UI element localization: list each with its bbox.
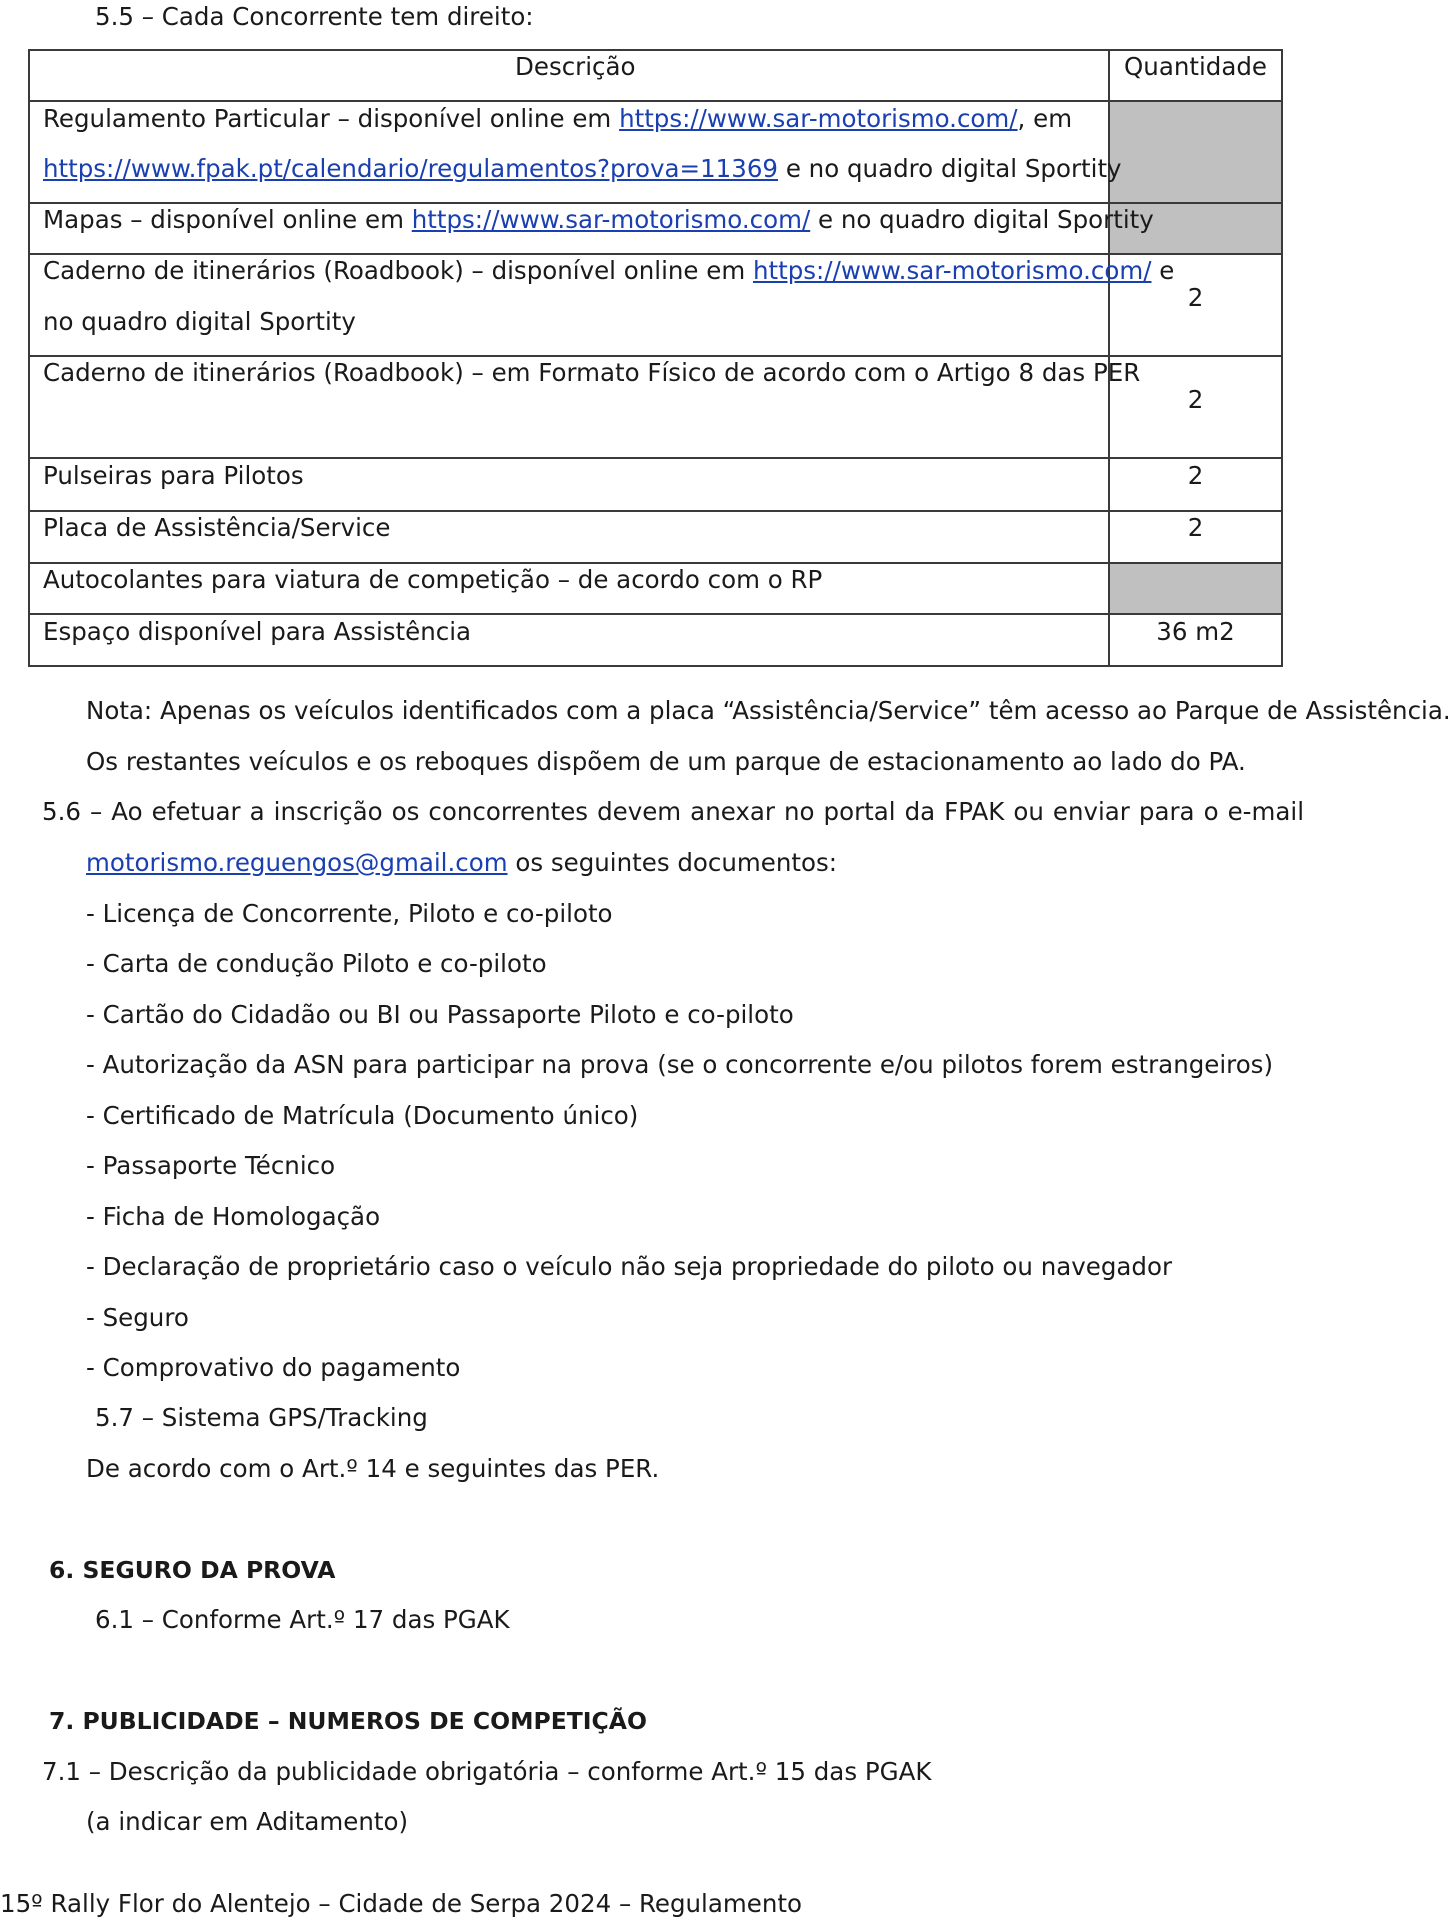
list-item: - Licença de Concorrente, Piloto e co-piloto (86, 899, 613, 928)
table-rule (1281, 49, 1283, 666)
link-sar-motorismo[interactable]: https://www.sar-motorismo.com/ (411, 205, 811, 234)
link-fpak[interactable]: https://www.fpak.pt/calendario/regulamentos?prova=11369 (43, 154, 779, 183)
section-5-7-text: De acordo com o Art.º 14 e seguintes das PER. (86, 1454, 660, 1483)
table-rule (28, 253, 1283, 255)
note-line-2: Os restantes veículos e os reboques dispõem de um parque de estacionamento ao lado do PA. (86, 747, 1246, 776)
row-quantity: 2 (1187, 461, 1204, 490)
list-item: - Ficha de Homologação (86, 1202, 381, 1231)
table-row (43, 154, 1122, 184)
link-sar-motorismo[interactable]: https://www.sar-motorismo.com/ (753, 256, 1152, 285)
header-quantity: Quantidade (1124, 52, 1267, 81)
list-item: - Cartão do Cidadão ou BI ou Passaporte Piloto e co-piloto (86, 1000, 794, 1029)
table-rule (28, 613, 1283, 615)
row-quantity: 2 (1187, 513, 1204, 542)
table-rule (28, 49, 30, 666)
table-rule (28, 202, 1283, 204)
table-rule (28, 355, 1283, 357)
row-quantity: 36 m2 (1156, 617, 1235, 646)
list-item: - Certificado de Matrícula (Documento único) (86, 1101, 639, 1130)
section-6-heading: 6. SEGURO DA PROVA (49, 1556, 336, 1584)
section-5-7-heading: 5.7 – Sistema GPS/Tracking (95, 1403, 428, 1432)
note-line-1: Nota: Apenas os veículos identificados com a placa “Assistência/Service” têm acesso ao Parque de Assistência. (86, 696, 1451, 725)
header-description: Descrição (515, 52, 636, 81)
section-7-1: 7.1 – Descrição da publicidade obrigatória – conforme Art.º 15 das PGAK (42, 1757, 932, 1786)
table-row (43, 256, 1174, 286)
page-footer: 15º Rally Flor do Alentejo – Cidade de Serpa 2024 – Regulamento (0, 1889, 802, 1918)
link-sar-motorismo[interactable]: https://www.sar-motorismo.com/ (619, 104, 1018, 133)
list-item: - Carta de condução Piloto e co-piloto (86, 949, 547, 978)
table-rule (28, 562, 1283, 564)
section-7-heading: 7. PUBLICIDADE – NUMEROS DE COMPETIÇÃO (49, 1707, 647, 1735)
table-rule (28, 100, 1283, 102)
row-text: Caderno de itinerários (Roadbook) – em Formato Físico de acordo com o Artigo 8 das PER (43, 358, 1141, 387)
table-rule (28, 49, 1283, 51)
row-quantity: 2 (1187, 283, 1204, 312)
table-rule (28, 665, 1283, 667)
row-text: no quadro digital Sportity (43, 307, 356, 336)
section-7-1-note: (a indicar em Aditamento) (86, 1807, 409, 1836)
gray-cell (1109, 563, 1281, 613)
row-text: Espaço disponível para Assistência (43, 617, 472, 646)
row-text: , em (1017, 104, 1073, 133)
row-text: e no quadro digital Sportity (778, 154, 1122, 183)
list-item: - Seguro (86, 1303, 189, 1332)
section-5-5-heading (95, 2, 534, 32)
row-text: Autocolantes para viatura de competição – de acordo com o RP (43, 565, 823, 594)
section-text: os seguintes documentos: (507, 848, 837, 877)
table-row (43, 205, 1154, 235)
email-link[interactable]: motorismo.reguengos@gmail.com (86, 848, 508, 877)
section-5-6-line1: 5.6 – Ao efetuar a inscrição os concorrentes devem anexar no portal da FPAK ou enviar para o e-mail (42, 797, 1304, 826)
row-text: Caderno de itinerários (Roadbook) – disponível online em (43, 256, 753, 285)
list-item: - Declaração de proprietário caso o veículo não seja propriedade do piloto ou navegador (86, 1252, 1173, 1281)
section-title: – Cada Concorrente tem direito: (141, 2, 534, 31)
table-rule (28, 457, 1283, 459)
table-rule (28, 510, 1283, 512)
row-text: e (1151, 256, 1175, 285)
row-text: e no quadro digital Sportity (810, 205, 1154, 234)
list-item: - Passaporte Técnico (86, 1151, 336, 1180)
list-item: - Autorização da ASN para participar na prova (se o concorrente e/ou pilotos forem estrangeiros) (86, 1050, 1274, 1079)
section-number: 5.5 (95, 2, 134, 31)
section-6-1: 6.1 – Conforme Art.º 17 das PGAK (95, 1605, 510, 1634)
section-5-6-line2 (86, 848, 837, 878)
row-text: Mapas – disponível online em (43, 205, 412, 234)
table-row (43, 104, 1072, 134)
gray-cell (1109, 101, 1281, 202)
row-quantity: 2 (1187, 385, 1204, 414)
row-text: Placa de Assistência/Service (43, 513, 391, 542)
row-text: Regulamento Particular – disponível online em (43, 104, 620, 133)
row-text: Pulseiras para Pilotos (43, 461, 304, 490)
list-item: - Comprovativo do pagamento (86, 1353, 461, 1382)
